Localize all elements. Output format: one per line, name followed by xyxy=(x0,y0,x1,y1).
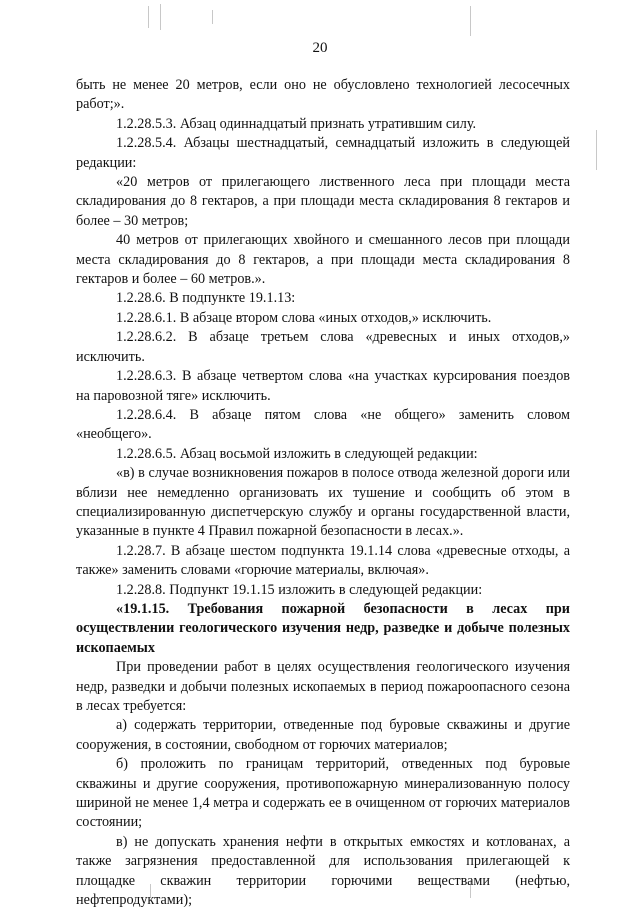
paragraph: 1.2.28.6.3. В абзаце четвертом слова «на участках курсирования поездов на паровозной тяге» исключить. xyxy=(76,368,570,404)
paragraph: 40 метров от прилегающих хвойного и смешанного лесов при площади места складирования до 8 гектаров, а при площади места складирования 8 гектаров и более – 60 метров.». xyxy=(76,232,570,288)
scan-artifact xyxy=(160,4,161,30)
paragraph: 1.2.28.5.4. Абзацы шестнадцатый, семнадцатый изложить в следующей редакции: xyxy=(76,135,570,171)
section-heading: «19.1.15. Требования пожарной безопасности в лесах при осуществлении геологического изучения недр, разведке и добыче полезных ископаемых xyxy=(76,600,570,656)
paragraph: 1.2.28.6.4. В абзаце пятом слова «не общего» заменить словом «необщего». xyxy=(76,406,570,443)
paragraph: 1.2.28.7. В абзаце шестом подпункта 19.1.14 слова «древесные отходы, а также» заменить словами «горючие материалы, включая». xyxy=(76,542,570,579)
page-number: 20 xyxy=(312,40,328,56)
scan-artifact xyxy=(596,130,597,170)
paragraph: «в) в случае возникновения пожаров в полосе отвода железной дороги или вблизи нее немедленно организовать их тушение и сообщить об этом в специализированную диспетчерскую службу и органы государственной власти, указанные в пункте 4 Правил пожарной безопасности в лесах.». xyxy=(76,465,570,540)
document-body xyxy=(76,76,570,910)
paragraph: в) не допускать хранения нефти в открытых емкостях и котлованах, а также загрязнения предоставленной для использования прилегающей к площадке скважин территории горючими веществами (нефтью, нефтепродуктами); xyxy=(76,833,570,909)
paragraph: 1.2.28.5.3. Абзац одиннадцатый признать утратившим силу. xyxy=(116,115,477,132)
paragraph: 1.2.28.6.2. В абзаце третьем слова «древесных и иных отходов,» исключить. xyxy=(76,329,570,365)
paragraph: «20 метров от прилегающего лиственного леса при площади места складирования до 8 гектаров, а при площади места складирования 8 гектаров и более – 30 метров; xyxy=(76,174,570,229)
paragraph: При проведении работ в целях осуществления геологического изучения недр, разведки и добычи полезных ископаемых в период пожароопасного сезона в лесах требуется: xyxy=(76,659,570,714)
paragraph: а) содержать территории, отведенные под буровые скважины и другие сооружения, в состоянии, свободном от горючих материалов; xyxy=(76,717,570,753)
scan-artifact xyxy=(148,6,149,28)
paragraph: 1.2.28.6. В подпункте 19.1.13: xyxy=(116,290,296,307)
scan-artifact xyxy=(470,6,471,36)
paragraph: быть не менее 20 метров, если оно не обусловлено технологией лесосечных работ;». xyxy=(76,77,570,113)
paragraph: 1.2.28.6.1. В абзаце втором слова «иных отходов,» исключить. xyxy=(116,309,492,326)
paragraph: 1.2.28.8. Подпункт 19.1.15 изложить в следующей редакции: xyxy=(116,581,483,598)
scan-artifact xyxy=(212,10,213,24)
paragraph: 1.2.28.6.5. Абзац восьмой изложить в следующей редакции: xyxy=(116,445,478,462)
paragraph: б) проложить по границам территорий, отведенных под буровые скважины и другие сооружения, противопожарную минерализованную полосу шириной не менее 1,4 метра и содержать ее в очищенном от горючих материалов состоянии; xyxy=(76,756,570,831)
